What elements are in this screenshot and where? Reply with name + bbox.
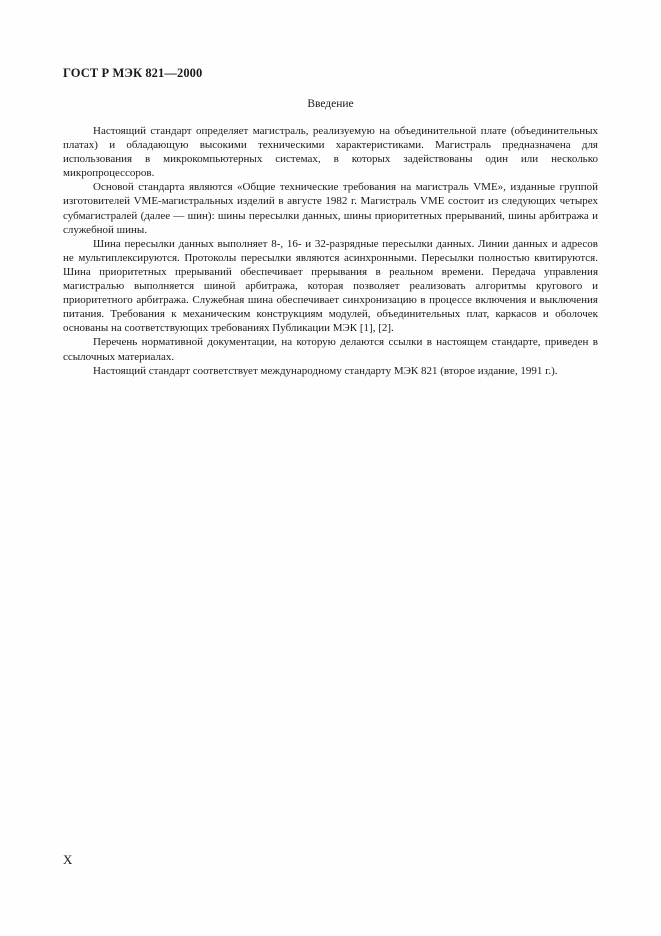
- paragraph: Перечень нормативной документации, на которую делаются ссылки в настоящем стандарте, приведен в ссылочных материалах.: [63, 336, 598, 363]
- body-text: [63, 124, 598, 378]
- document-header: ГОСТ Р МЭК 821—2000: [63, 66, 203, 80]
- paragraph: Основой стандарта являются «Общие технические требования на магистраль VME», изданные группой изготовителей VME-магистральных изделий в августе 1982 г. Магистраль VME состоит из следующих четырех субмагистралей (далее — шин): шины пересылки данных, шины приоритетных прерываний, шины арбитража и служебной шины.: [63, 181, 598, 236]
- paragraph: Настоящий стандарт соответствует международному стандарту МЭК 821 (второе издание, 1991 г.).: [93, 364, 558, 377]
- section-title: Введение: [307, 98, 354, 110]
- paragraph: Шина пересылки данных выполняет 8-, 16- и 32-разрядные пересылки данных. Линии данных и адресов не мультиплексируются. Протоколы пересылки являются асинхронными. Пересылки полностью квитируются. Шина приоритетных прерываний обеспечивает прерывания в реальном времени. Передача управления магистралью выполняется шиной арбитража, которая позволяет реализовать алгоритмы кругового и приоритетного арбитража. Служебная шина обеспечивает синхронизацию в процессе включения и выключения питания. Требования к механическим конструкциям модулей, объединительных плат, каркасов и оболочек основаны на соответствующих требованиях Публикации МЭК [1], [2].: [63, 237, 598, 335]
- page-number: X: [63, 852, 73, 867]
- paragraph: Настоящий стандарт определяет магистраль, реализуемую на объединительной плате (объединительных платах) и обладающую высокими техническими характеристиками. Магистраль предназначена для использования в микрокомпьютерных системах, в которых задействованы один или несколько микропроцессоров.: [63, 125, 598, 180]
